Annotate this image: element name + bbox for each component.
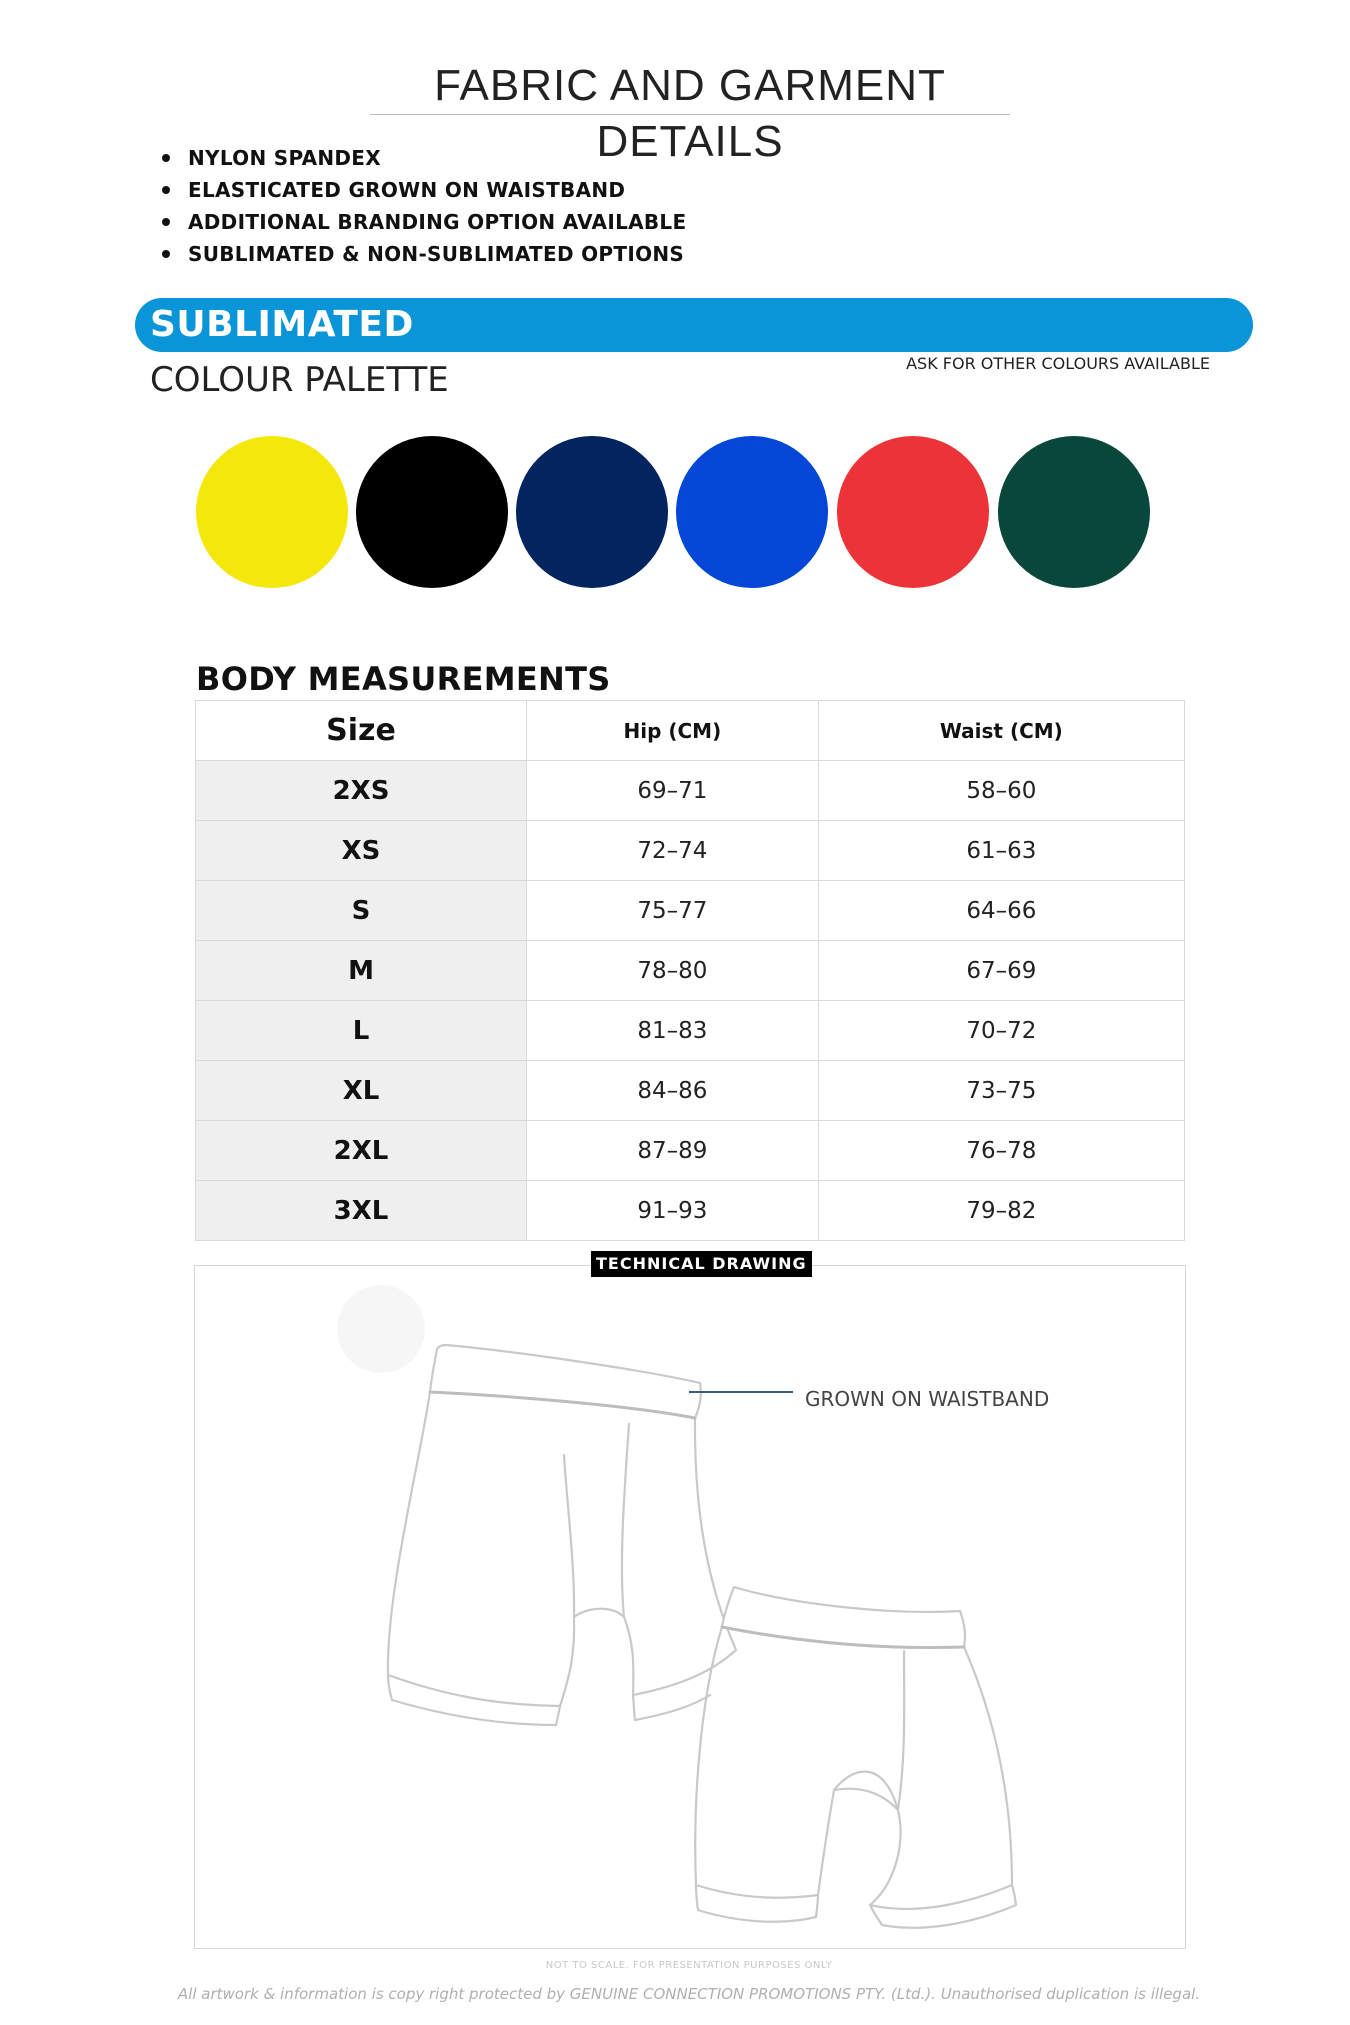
feature-item [160,174,686,206]
colour-palette-note: ASK FOR OTHER COLOURS AVAILABLE [906,354,1210,373]
colour-swatch [356,436,508,588]
column-header-waist: Waist (CM) [818,701,1184,761]
page-title: FABRIC AND GARMENT DETAILS [434,61,946,166]
bullet-icon [162,154,170,162]
feature-list [160,142,686,270]
colour-swatch [837,436,989,588]
hip-cell: 72–74 [527,821,819,881]
feature-item [160,142,686,174]
size-cell: 2XL [196,1121,527,1181]
hip-cell: 87–89 [527,1121,819,1181]
hip-cell: 78–80 [527,941,819,1001]
feature-item [160,206,686,238]
shorts-front-view [388,1345,736,1725]
measurements-table [195,700,1185,1241]
copyright-notice: All artwork & information is copy right protected by GENUINE CONNECTION PROMOTIONS PTY. (Ltd.). Unauthorised duplication is illegal. [177,1985,1201,2003]
colour-swatch [196,436,348,588]
waist-cell: 61–63 [818,821,1184,881]
table-header-row [196,701,1185,761]
banner-label: SUBLIMATED [150,304,414,345]
shorts-technical-drawing [194,1265,1186,1949]
sublimated-banner [135,298,1253,352]
bullet-icon [162,218,170,226]
size-cell: L [196,1001,527,1061]
colour-swatch [998,436,1150,588]
table-row [196,761,1185,821]
waist-cell: 73–75 [818,1061,1184,1121]
bullet-icon [162,250,170,258]
feature-text: ELASTICATED GROWN ON WAISTBAND [188,178,626,202]
title-divider [370,114,1010,115]
table-row [196,941,1185,1001]
faint-watermark-circle [337,1285,425,1373]
table-row [196,821,1185,881]
hip-cell: 81–83 [527,1001,819,1061]
scale-note: NOT TO SCALE. FOR PRESENTATION PURPOSES ONLY [545,1960,833,1971]
waist-cell: 76–78 [818,1121,1184,1181]
waist-cell: 67–69 [818,941,1184,1001]
size-cell: S [196,881,527,941]
hip-cell: 69–71 [527,761,819,821]
table-row [196,881,1185,941]
colour-swatch [676,436,828,588]
hip-cell: 84–86 [527,1061,819,1121]
waist-cell: 58–60 [818,761,1184,821]
size-cell: 2XS [196,761,527,821]
size-cell: M [196,941,527,1001]
waist-cell: 79–82 [818,1181,1184,1241]
hip-cell: 75–77 [527,881,819,941]
column-header-hip: Hip (CM) [527,701,819,761]
waist-cell: 70–72 [818,1001,1184,1061]
feature-text: ADDITIONAL BRANDING OPTION AVAILABLE [188,210,687,234]
waist-cell: 64–66 [818,881,1184,941]
colour-swatch [516,436,668,588]
size-cell: 3XL [196,1181,527,1241]
bullet-icon [162,186,170,194]
waistband-callout: GROWN ON WAISTBAND [805,1387,1050,1411]
size-cell: XL [196,1061,527,1121]
feature-text: NYLON SPANDEX [188,146,381,170]
size-cell: XS [196,821,527,881]
body-measurements-title: BODY MEASUREMENTS [196,660,611,698]
table-row [196,1061,1185,1121]
feature-item [160,238,686,270]
colour-palette-title: COLOUR PALETTE [150,360,449,400]
table-row [196,1181,1185,1241]
table-row [196,1001,1185,1061]
hip-cell: 91–93 [527,1181,819,1241]
technical-drawing-label: TECHNICAL DRAWING [591,1251,812,1277]
table-row [196,1121,1185,1181]
feature-text: SUBLIMATED & NON-SUBLIMATED OPTIONS [188,242,685,266]
shorts-back-view [695,1587,1016,1928]
column-header-size: Size [196,701,527,761]
